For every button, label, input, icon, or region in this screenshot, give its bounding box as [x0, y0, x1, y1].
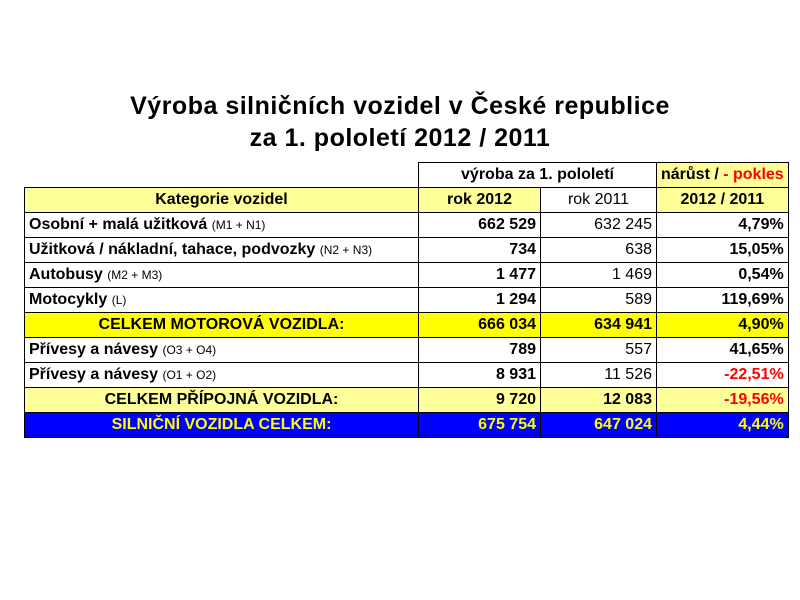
- row-label: [25, 288, 419, 313]
- row-label: [25, 263, 419, 288]
- value-2011: 12 083: [541, 388, 657, 413]
- value-2011: 638: [541, 238, 657, 263]
- header-blank-cell: [25, 163, 419, 188]
- table-row: [25, 363, 789, 388]
- row-label-text: Osobní + malá užitková: [29, 216, 208, 233]
- table-row: [25, 213, 789, 238]
- table-header-row: [25, 188, 789, 213]
- production-table: [24, 162, 789, 438]
- page-subtitle: za 1. pololetí 2012 / 2011: [249, 124, 551, 152]
- col-header-category: Kategorie vozidel: [25, 188, 419, 213]
- row-label-suffix: (L): [111, 293, 127, 307]
- col-header-change: 2012 / 2011: [657, 188, 789, 213]
- value-2012: 675 754: [419, 413, 541, 438]
- row-label-text: Autobusy: [29, 266, 103, 283]
- value-2012: 1 294: [419, 288, 541, 313]
- subtotal-row-trailers: [25, 388, 789, 413]
- value-change: -22,51%: [657, 363, 789, 388]
- subtotal-label: CELKEM PŘÍPOJNÁ VOZIDLA:: [25, 388, 419, 413]
- value-2012: 666 034: [419, 313, 541, 338]
- value-change: 4,79%: [657, 213, 789, 238]
- value-2012: 662 529: [419, 213, 541, 238]
- row-label: [25, 363, 419, 388]
- value-change: 15,05%: [657, 238, 789, 263]
- col-header-2012: rok 2012: [419, 188, 541, 213]
- row-label-suffix: (O3 + O4): [162, 343, 217, 357]
- value-2012: 9 720: [419, 388, 541, 413]
- value-change: 41,65%: [657, 338, 789, 363]
- value-change: 119,69%: [657, 288, 789, 313]
- value-2011: 557: [541, 338, 657, 363]
- page-title: Výroba silničních vozidel v České republice: [130, 92, 670, 120]
- row-label: [25, 213, 419, 238]
- table-row: [25, 238, 789, 263]
- value-2011: 11 526: [541, 363, 657, 388]
- row-label-text: Přívesy a návesy: [29, 366, 158, 383]
- row-label: [25, 238, 419, 263]
- value-2011: 632 245: [541, 213, 657, 238]
- value-2011: 634 941: [541, 313, 657, 338]
- change-header-pos: nárůst /: [661, 166, 724, 183]
- row-label-suffix: (O1 + O2): [162, 368, 217, 382]
- value-change: 4,90%: [657, 313, 789, 338]
- row-label-suffix: (M1 + N1): [211, 218, 266, 232]
- change-header: [657, 163, 789, 188]
- table-header-group-row: [25, 163, 789, 188]
- value-change: 0,54%: [657, 263, 789, 288]
- change-header-neg: - pokles: [723, 166, 784, 183]
- value-change: 4,44%: [657, 413, 789, 438]
- value-2011: 647 024: [541, 413, 657, 438]
- subtotal-row-motor: [25, 313, 789, 338]
- total-label: SILNIČNÍ VOZIDLA CELKEM:: [25, 413, 419, 438]
- table-row: [25, 263, 789, 288]
- value-2012: 8 931: [419, 363, 541, 388]
- value-2012: 789: [419, 338, 541, 363]
- row-label-text: Motocykly: [29, 291, 108, 308]
- row-label: [25, 338, 419, 363]
- table-row: [25, 338, 789, 363]
- total-row: [25, 413, 789, 438]
- group-header: výroba za 1. pololetí: [419, 163, 657, 188]
- value-2012: 734: [419, 238, 541, 263]
- row-label-text: Přívesy a návesy: [29, 341, 158, 358]
- value-2011: 589: [541, 288, 657, 313]
- table-row: [25, 288, 789, 313]
- row-label-text: Užitková / nákladní, tahace, podvozky: [29, 241, 316, 258]
- subtotal-label: CELKEM MOTOROVÁ VOZIDLA:: [25, 313, 419, 338]
- row-label-suffix: (N2 + N3): [319, 243, 373, 257]
- col-header-2011: rok 2011: [541, 188, 657, 213]
- value-2012: 1 477: [419, 263, 541, 288]
- value-2011: 1 469: [541, 263, 657, 288]
- row-label-suffix: (M2 + M3): [107, 268, 163, 282]
- value-change: -19,56%: [657, 388, 789, 413]
